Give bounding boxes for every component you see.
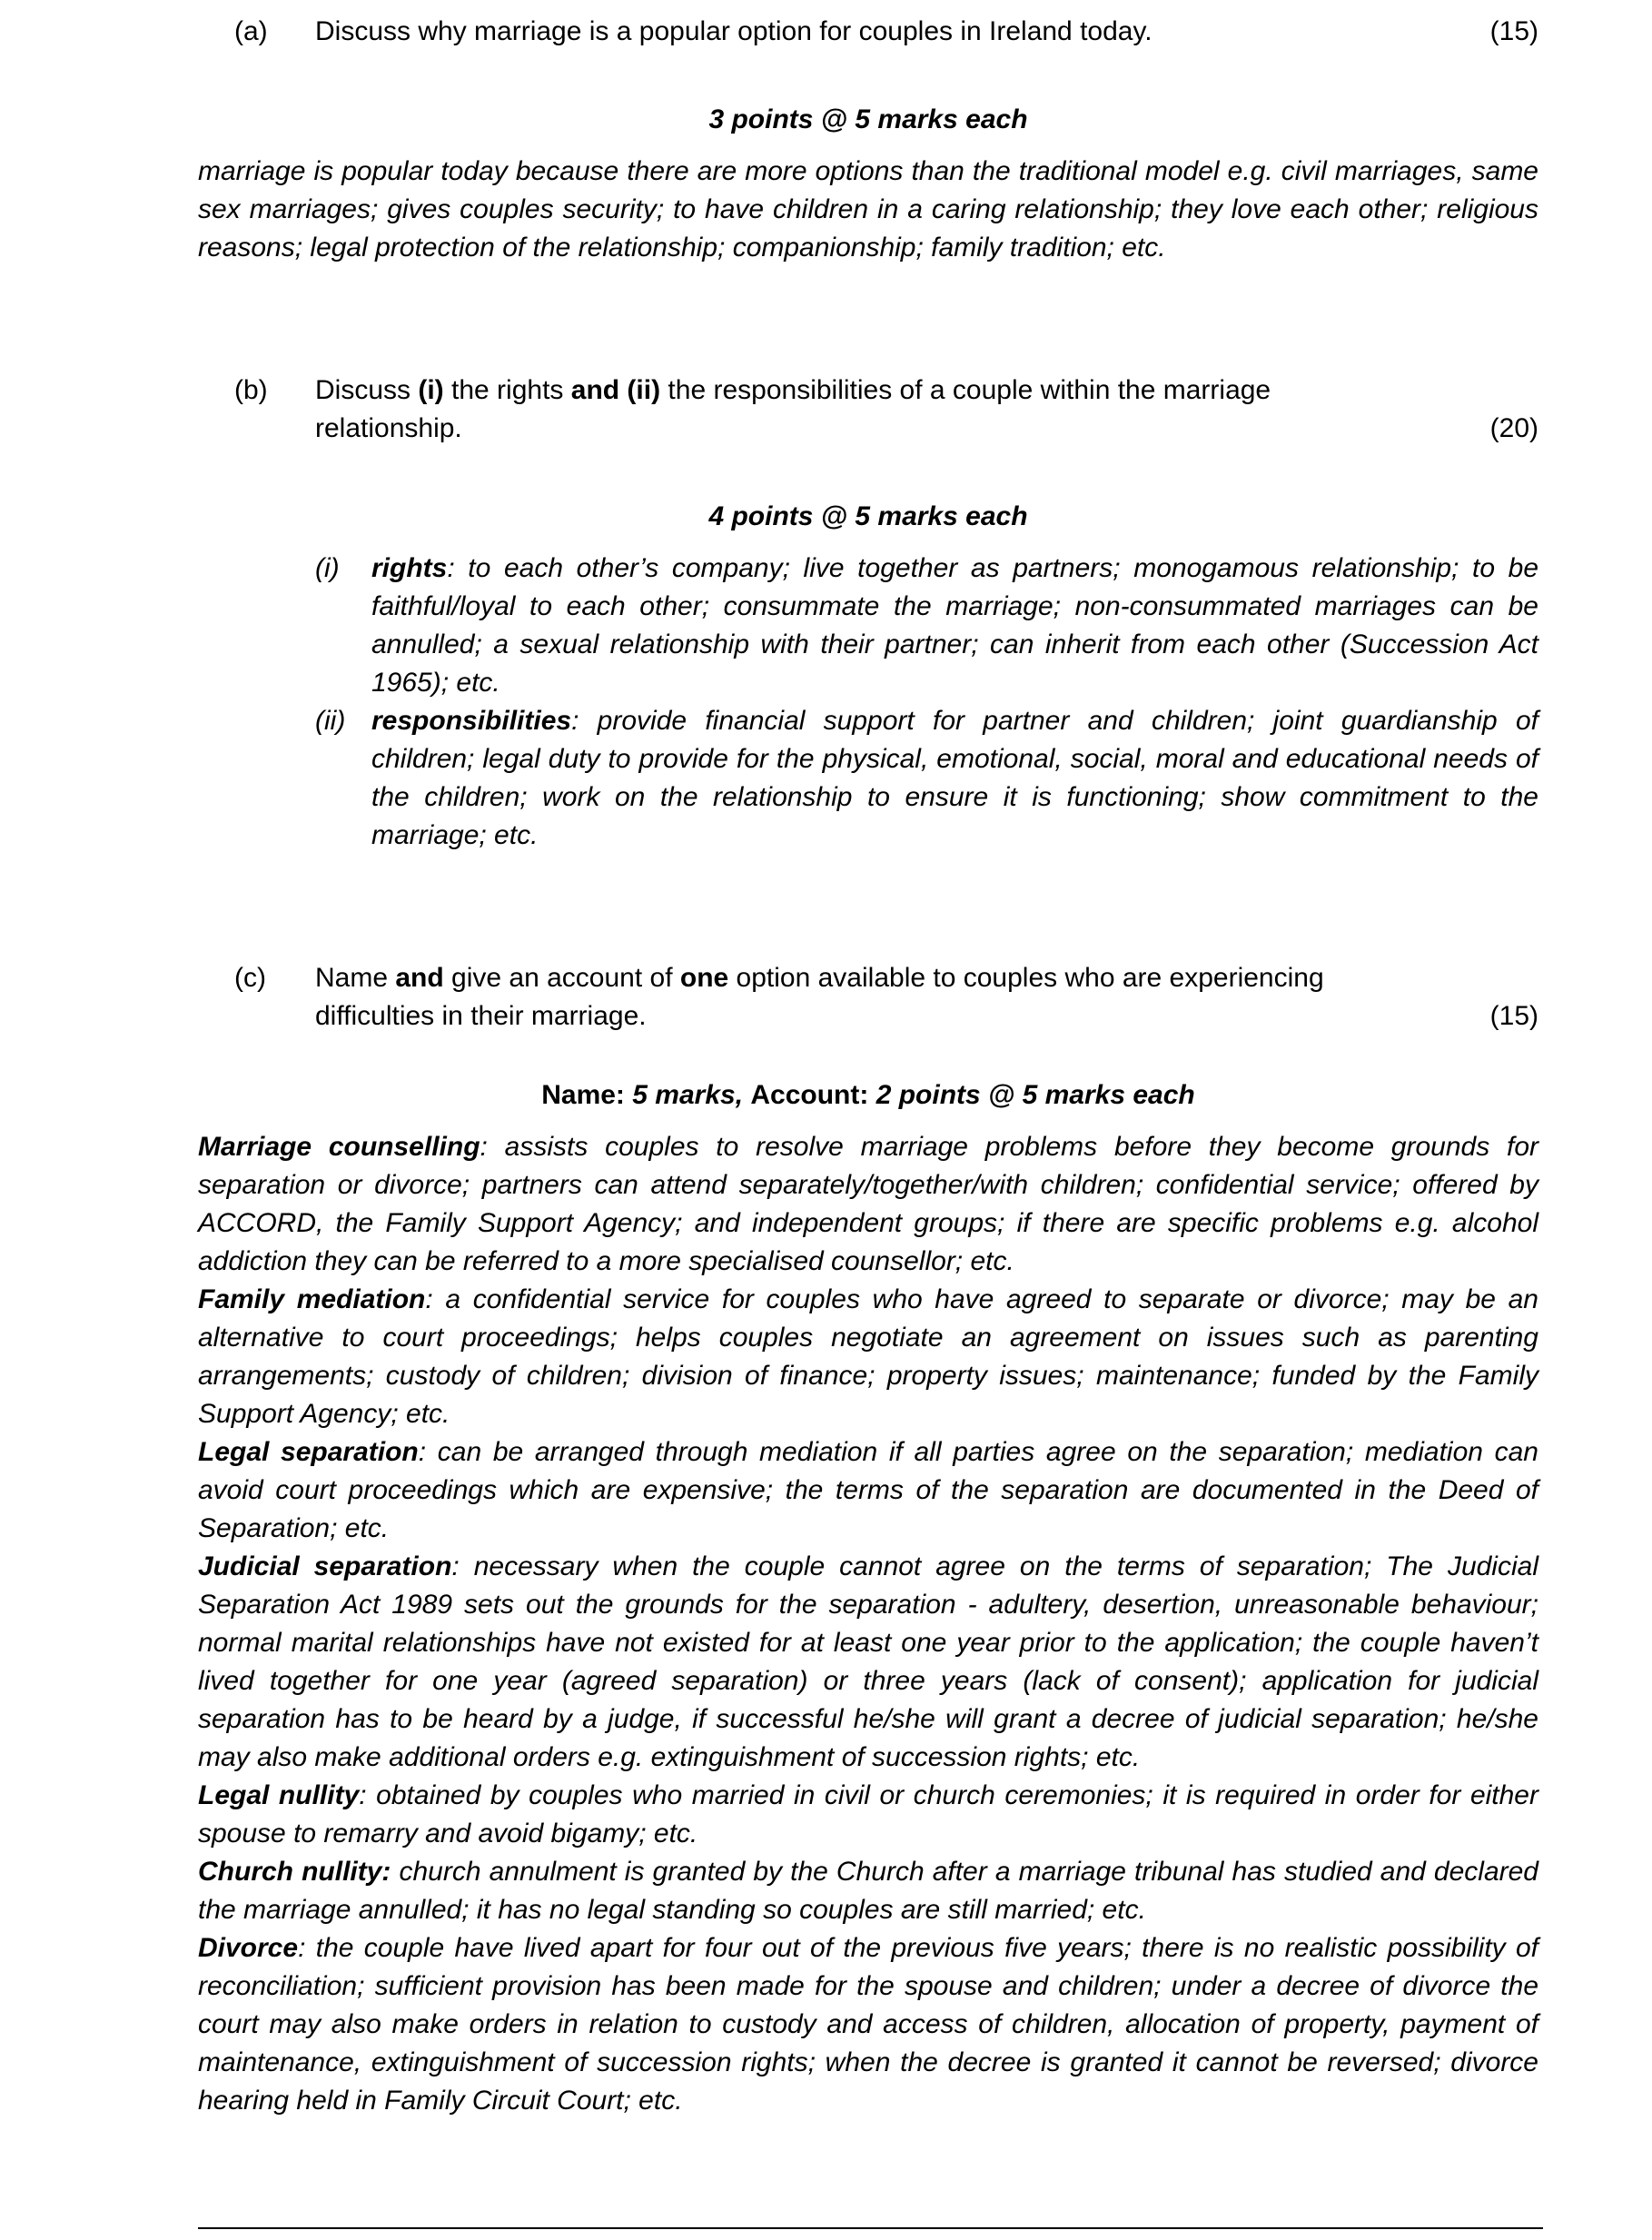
answer-item-rights-term: rights bbox=[371, 553, 448, 583]
scheme-account-marks: 2 points @ 5 marks each bbox=[875, 1080, 1195, 1110]
option-church-nullity bbox=[198, 1853, 1538, 1929]
question-b-text-segment: and (ii) bbox=[570, 375, 661, 405]
option-body: : necessary when the couple cannot agree on the terms of separation; The Judicial Separation Act 1989 sets out the grounds for the separation - adultery, desertion, unreasonable behaviour; normal marital relationships have not existed for at least one year prior to the application; the couple haven’t lived together for one year (agreed separation) or three years (lack of consent); application for judicial separation has to be heard by a judge, if successful he/she will grant a decree of judicial separation; he/she may also make additional orders e.g. extinguishment of succession rights; etc. bbox=[198, 1551, 1538, 1772]
answer-item-responsibilities bbox=[198, 702, 1538, 855]
option-family-mediation bbox=[198, 1281, 1538, 1433]
option-body: : assists couples to resolve marriage problems before they become grounds for separation or divorce; partners can attend separately/together/with children; confidential service; offered by ACCORD, the Family Support Agency; and independent groups; if there are specific problems e.g. alcohol addiction they can be referred to a more specialised counsellor; etc. bbox=[198, 1132, 1538, 1276]
question-b-marking-scheme: 4 points @ 5 marks each bbox=[708, 501, 1028, 531]
question-b-marks: (20) bbox=[1489, 413, 1538, 443]
option-body: : obtained by couples who married in civil or church ceremonies; it is required in order for either spouse to remarry and avoid bigamy; etc. bbox=[198, 1780, 1538, 1848]
option-term: Legal separation bbox=[198, 1437, 419, 1467]
scheme-name-marks: 5 marks, bbox=[632, 1080, 751, 1110]
answer-item-rights-body: : to each other’s company; live together as partners; monogamous relationship; to be faithful/loyal to each other; consummate the marriage; non-consummated marriages can be annulled; a sexual relationship with their partner; can inherit from each other (Succession Act 1965); etc. bbox=[371, 553, 1538, 698]
question-c-label: (c) bbox=[234, 963, 266, 993]
answer-item-responsibilities-label: (ii) bbox=[315, 706, 346, 736]
option-term: Family mediation bbox=[198, 1284, 426, 1314]
footer-divider bbox=[198, 2227, 1543, 2229]
question-c-text-segment: Name bbox=[315, 963, 396, 993]
option-body: : can be arranged through mediation if all parties agree on the separation; mediation can avoid court proceedings which are expensive; the terms of the separation are documented in the Deed of Separation; etc. bbox=[198, 1437, 1538, 1543]
answer-item-responsibilities-body: : provide financial support for partner and children; joint guardianship of children; legal duty to provide for the physical, emotional, social, moral and educational needs of the children; work on the relationship to ensure it is functioning; show commitment to the marriage; etc. bbox=[371, 706, 1538, 850]
question-b-text-segment: the rights bbox=[443, 375, 571, 405]
question-c-text bbox=[315, 959, 1360, 1036]
option-term: Church nullity: bbox=[198, 1857, 391, 1887]
question-b-text-segment: the responsibilities of a couple within the marriage relationship. bbox=[315, 375, 1271, 443]
question-c-text-segment: and bbox=[395, 963, 444, 993]
answer-item-rights-label: (i) bbox=[315, 553, 340, 583]
question-a-row bbox=[198, 13, 1538, 51]
question-c-marking-scheme bbox=[198, 1076, 1538, 1115]
answer-item-rights bbox=[198, 550, 1538, 702]
option-term: Divorce bbox=[198, 1933, 299, 1963]
option-legal-separation bbox=[198, 1433, 1538, 1548]
option-body: : the couple have lived apart for four out of the previous five years; there is no realistic possibility of reconciliation; sufficient provision has been made for the spouse and children; under a decree of divorce the court may also make orders in relation to custody and access of children, allocation of property, payment of maintenance, extinguishment of succession rights; when the decree is granted it cannot be reversed; divorce hearing held in Family Circuit Court; etc. bbox=[198, 1933, 1538, 2116]
scheme-account-label: Account: bbox=[750, 1080, 876, 1110]
question-a-answer: marriage is popular today because there are more options than the traditional model e.g. civil marriages, same sex marriages; gives couples security; to have children in a caring relationship; they love each other; religious reasons; legal protection of the relationship; companionship; family tradition; etc. bbox=[198, 156, 1538, 263]
question-a-marking-scheme: 3 points @ 5 marks each bbox=[708, 104, 1028, 134]
scheme-name-label: Name: bbox=[541, 1080, 633, 1110]
option-legal-nullity bbox=[198, 1777, 1538, 1853]
question-c-text-segment: option available to couples who are experiencing difficulties in their marriage. bbox=[315, 963, 1324, 1031]
question-a-marks: (15) bbox=[1489, 16, 1538, 46]
option-judicial-separation bbox=[198, 1548, 1538, 1777]
option-body: : a confidential service for couples who have agreed to separate or divorce; may be an alternative to court proceedings; helps couples negotiate an agreement on issues such as parenting arrangements; custody of children; division of finance; property issues; maintenance; funded by the Family Support Agency; etc. bbox=[198, 1284, 1538, 1429]
answer-item-responsibilities-text bbox=[371, 702, 1538, 855]
option-marriage-counselling bbox=[198, 1128, 1538, 1281]
answer-item-responsibilities-term: responsibilities bbox=[371, 706, 572, 736]
option-term: Marriage counselling bbox=[198, 1132, 480, 1162]
question-b-label: (b) bbox=[234, 375, 268, 405]
question-a-label: (a) bbox=[234, 16, 268, 46]
answer-item-rights-text bbox=[371, 550, 1538, 702]
question-b-row bbox=[198, 372, 1538, 448]
question-c-row bbox=[198, 959, 1538, 1036]
question-b-text-segment: Discuss bbox=[315, 375, 419, 405]
option-divorce bbox=[198, 1929, 1538, 2120]
option-body: church annulment is granted by the Church after a marriage tribunal has studied and declared the marriage annulled; it has no legal standing so couples are still married; etc. bbox=[198, 1857, 1538, 1925]
question-c-text-segment: give an account of bbox=[443, 963, 680, 993]
option-term: Judicial separation bbox=[198, 1551, 452, 1581]
question-b-text-segment: (i) bbox=[418, 375, 444, 405]
question-a-text: Discuss why marriage is a popular option for couples in Ireland today. bbox=[315, 16, 1152, 46]
question-c-text-segment: one bbox=[679, 963, 729, 993]
question-b-text bbox=[315, 372, 1360, 448]
question-c-marks: (15) bbox=[1489, 1001, 1538, 1031]
option-term: Legal nullity bbox=[198, 1780, 360, 1810]
